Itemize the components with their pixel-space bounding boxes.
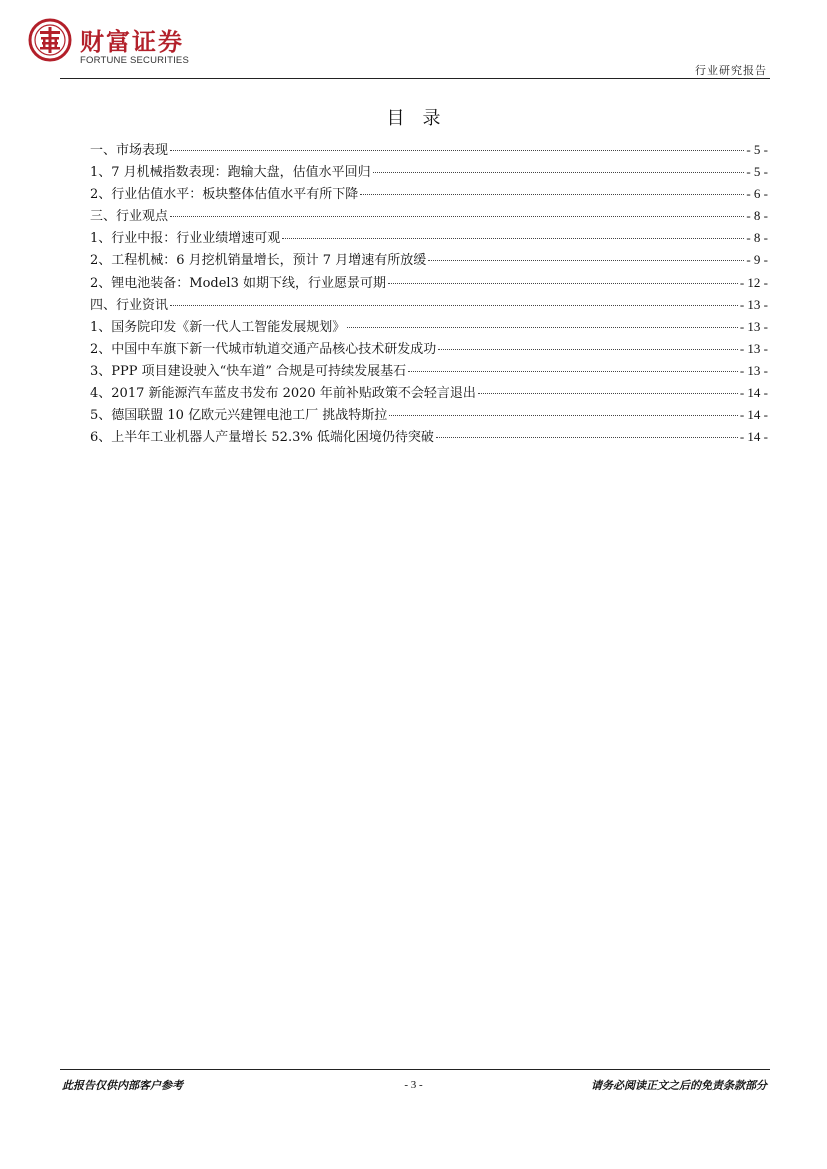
toc-entry-page: - 5 - <box>746 164 768 180</box>
toc-dot-leader <box>389 415 738 416</box>
toc-entry-title: 6、上半年工业机器人产量增长 52.3% 低端化困境仍待突破 <box>90 430 434 446</box>
toc-entry[interactable] <box>90 205 768 227</box>
page-header <box>0 0 827 80</box>
toc-dot-leader <box>438 349 738 350</box>
toc-dot-leader <box>373 172 745 173</box>
toc-dot-leader <box>282 238 744 239</box>
toc-entry-page: - 9 - <box>746 252 768 268</box>
toc-entry-page: - 12 - <box>739 274 768 290</box>
footer-disclaimer-left: 此报告仅供内部客户参考 <box>62 1079 183 1092</box>
toc-entry-page: - 13 - <box>739 318 768 334</box>
toc-dot-leader <box>347 327 738 328</box>
brand-name-cn: 财富证券 <box>80 27 184 56</box>
header-divider <box>60 78 770 79</box>
toc-dot-leader <box>170 305 738 306</box>
toc-dot-leader <box>428 260 744 261</box>
page-number: - 3 - <box>404 1079 423 1091</box>
toc-entry-page: - 13 - <box>739 362 768 378</box>
toc-entry-title: 2、工程机械：6 月挖机销量增长，预计 7 月增速有所放缓 <box>90 253 427 269</box>
toc-entry-title: 1、国务院印发《新一代人工智能发展规划》 <box>90 319 346 335</box>
toc-entry-title: 2、锂电池装备：Model3 如期下线，行业愿景可期 <box>90 275 386 291</box>
toc-entry[interactable] <box>90 360 768 382</box>
table-of-contents <box>90 139 768 448</box>
toc-entry-title: 4、2017 新能源汽车蓝皮书发布 2020 年前补贴政策不会轻言退出 <box>90 386 476 402</box>
brand-name-en: FORTUNE SECURITIES <box>80 55 189 66</box>
toc-entry[interactable] <box>90 139 768 161</box>
toc-dot-leader <box>436 437 738 438</box>
toc-entry-title: 2、中国中车旗下新一代城市轨道交通产品核心技术研发成功 <box>90 341 437 357</box>
toc-entry-title: 一、市场表现 <box>90 143 169 158</box>
toc-entry-title: 2、行业估值水平：板块整体估值水平有所下降 <box>90 187 359 203</box>
toc-entry[interactable] <box>90 272 768 294</box>
toc-entry-title: 1、行业中报：行业业绩增速可观 <box>90 231 281 247</box>
footer-disclaimer-right: 请务必阅读正文之后的免责条款部分 <box>591 1079 767 1092</box>
toc-entry-page: - 8 - <box>746 208 768 224</box>
report-type: 行业研究报告 <box>695 64 767 77</box>
toc-dot-leader <box>478 393 738 394</box>
fortune-securities-logo <box>28 18 72 62</box>
toc-entry[interactable] <box>90 161 768 183</box>
toc-entry[interactable] <box>90 227 768 249</box>
toc-entry-page: - 8 - <box>746 230 768 246</box>
toc-entry[interactable] <box>90 316 768 338</box>
toc-entry-page: - 14 - <box>739 429 768 445</box>
toc-dot-leader <box>388 283 738 284</box>
toc-entry[interactable] <box>90 338 768 360</box>
toc-entry-page: - 14 - <box>739 407 768 423</box>
toc-dot-leader <box>408 371 738 372</box>
toc-entry-page: - 14 - <box>739 385 768 401</box>
toc-entry[interactable] <box>90 404 768 426</box>
toc-entry-title: 3、PPP 项目建设驶入“快车道” 合规是可持续发展基石 <box>90 363 407 379</box>
toc-entry-title: 5、德国联盟 10 亿欧元兴建锂电池工厂 挑战特斯拉 <box>90 408 388 424</box>
toc-entry-title: 三、行业观点 <box>90 209 169 225</box>
toc-entry[interactable] <box>90 382 768 404</box>
toc-entry-page: - 13 - <box>739 340 768 356</box>
toc-entry[interactable] <box>90 183 768 205</box>
toc-title: 目录 <box>386 108 459 129</box>
toc-dot-leader <box>170 150 744 151</box>
toc-entry[interactable] <box>90 426 768 448</box>
toc-entry[interactable] <box>90 294 768 316</box>
toc-dot-leader <box>360 194 744 195</box>
toc-entry-page: - 13 - <box>739 296 768 312</box>
toc-dot-leader <box>170 216 744 217</box>
toc-entry-page: - 5 - <box>746 142 768 157</box>
toc-entry[interactable] <box>90 249 768 271</box>
toc-entry-title: 四、行业资讯 <box>90 297 169 313</box>
toc-entry-title: 1、7 月机械指数表现：跑输大盘，估值水平回归 <box>90 165 371 181</box>
toc-entry-page: - 6 - <box>746 186 768 202</box>
footer-divider <box>60 1069 770 1070</box>
